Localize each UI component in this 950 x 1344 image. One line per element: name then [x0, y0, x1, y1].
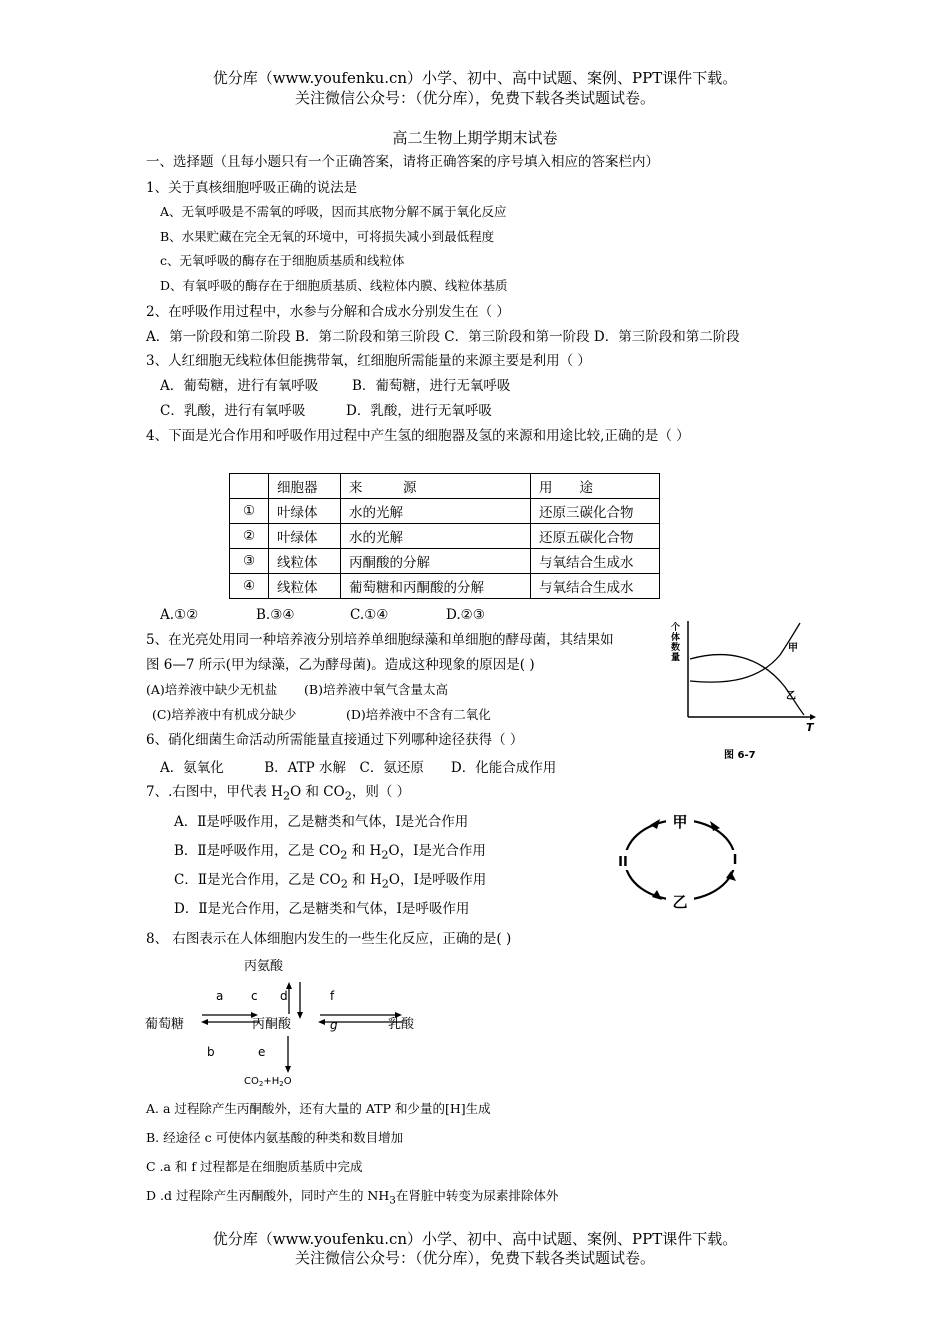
table-row	[230, 549, 660, 574]
organelle-table	[229, 473, 660, 599]
label-b: b	[207, 1045, 215, 1059]
subscript: 3	[389, 1194, 396, 1207]
page-title: 高二生物上期学期末试卷	[392, 129, 558, 147]
q5-line-2: 图 6—7 所示(甲为绿藻，乙为酵母菌)。造成这种现象的原因是( )	[146, 657, 535, 673]
subscript: 2	[279, 1080, 284, 1088]
q3-option-a: A．葡萄糖，进行有氧呼吸	[160, 378, 319, 394]
q7-option-c	[174, 870, 486, 895]
table-cell: 线粒体	[269, 549, 341, 574]
q5-option-a: (A)培养液中缺少无机盐	[146, 682, 278, 697]
y-label-char: 数	[671, 643, 681, 653]
arrow-head-icon	[710, 821, 720, 831]
table-row	[230, 499, 660, 524]
q8-option-text: D .d 过程除产生丙酮酸外，同时产生的 NH	[146, 1188, 390, 1203]
q8-option-text: 在肾脏中转变为尿素排除体外	[395, 1188, 559, 1203]
subscript: 2	[282, 789, 291, 803]
q1-option-c: c、无氧呼吸的酶存在于细胞质基质和线粒体	[160, 253, 405, 268]
table-cell: ③	[230, 549, 269, 574]
cycle-label-yi: 乙	[672, 893, 688, 911]
subscript: 2	[344, 789, 352, 803]
curve-jia	[690, 623, 800, 682]
table-row	[230, 524, 660, 549]
footer-line-1: 优分库（www.youfenku.cn）小学、初中、高中试题、案例、PPT课件下载。	[212, 1230, 738, 1248]
arrow-head-icon	[652, 890, 662, 900]
metabolism-diagram	[140, 952, 440, 1092]
q7-stem-text: ，则（ ）	[351, 784, 411, 800]
label-pyruvate: 丙酮酸	[252, 1017, 292, 1032]
q6-stem: 6、硝化细菌生命活动所需能量直接通过下列哪种途径获得（ ）	[146, 732, 524, 748]
q7-option-text: O，Ⅰ是呼吸作用	[388, 872, 487, 888]
cycle-label-jia: 甲	[672, 813, 688, 831]
cycle-ellipse	[625, 820, 735, 900]
header-line-1: 优分库（www.youfenku.cn）小学、初中、高中试题、案例、PPT课件下载。	[212, 69, 738, 87]
table-cell: 葡萄糖和丙酮酸的分解	[341, 574, 531, 599]
arrow-head-icon	[297, 1012, 303, 1019]
q8-option-a: A. a 过程除产生丙酮酸外，还有大量的 ATP 和少量的[H]生成	[146, 1101, 491, 1116]
arrow-head-icon	[286, 982, 292, 989]
table-cell: ①	[230, 499, 269, 524]
label-glucose: 葡萄糖	[145, 1017, 185, 1032]
q8-option-d	[146, 1187, 558, 1210]
q7-stem-text: 7、.右图中，甲代表 H	[146, 784, 283, 800]
q5-option-d: (D)培养液中不含有二氧化	[346, 707, 491, 722]
arrow-head-icon	[650, 819, 660, 829]
curve-yi	[690, 655, 804, 715]
label-lactate: 乳酸	[388, 1017, 415, 1032]
subscript: 2	[381, 877, 389, 891]
label-f: f	[330, 989, 335, 1003]
label-co2-h2o	[244, 1076, 292, 1088]
subscript: 2	[340, 877, 348, 891]
cycle-label-i: I	[732, 853, 738, 868]
label-c: c	[251, 989, 258, 1003]
q7-option-text: O，Ⅰ是光合作用	[388, 843, 486, 859]
table-cell: 叶绿体	[269, 499, 341, 524]
cycle-label-ii: II	[618, 855, 628, 870]
subscript: 2	[258, 1080, 264, 1088]
section-heading: 一、选择题（且每小题只有一个正确答案，请将正确答案的序号填入相应的答案栏内）	[146, 154, 659, 170]
y-label-char: 量	[671, 653, 681, 663]
arrow-head-icon	[318, 1019, 325, 1025]
q8-option-b: B. 经途径 c 可使体内氨基酸的种类和数目增加	[146, 1130, 404, 1145]
table-cell: 用 途	[531, 474, 660, 499]
table-cell	[230, 474, 269, 499]
q3-option-b: B．葡萄糖，进行无氧呼吸	[352, 378, 511, 394]
graph-caption: 图 6-7	[724, 750, 756, 761]
q7-stem	[146, 782, 410, 807]
label-e: e	[258, 1045, 266, 1059]
table-cell: 还原三碳化合物	[531, 499, 660, 524]
q7-option-text: 和 H	[347, 872, 382, 888]
h2o-text: O	[283, 1076, 292, 1087]
q4-stem: 4、下面是光合作用和呼吸作用过程中产生氢的细胞器及氢的来源和用途比较,正确的是（ ）	[146, 428, 690, 444]
subscript: 2	[381, 848, 389, 862]
q1-option-a: A、无氧呼吸是不需氧的呼吸，因而其底物分解不属于氧化反应	[160, 204, 507, 219]
header-line-2: 关注微信公众号：（优分库），免费下载各类试题试卷。	[294, 89, 655, 107]
y-label-char: 个	[671, 623, 681, 633]
table-cell: ④	[230, 574, 269, 599]
y-label-char: 体	[671, 633, 681, 643]
x-axis-label: T	[806, 721, 814, 734]
co2-text: CO	[244, 1076, 259, 1087]
table-cell: 还原五碳化合物	[531, 524, 660, 549]
table-cell: 丙酮酸的分解	[341, 549, 531, 574]
h2o-text: +H	[263, 1076, 280, 1087]
curve-label-jia: 甲	[788, 643, 798, 654]
q4-option-a: A.①②	[160, 607, 199, 623]
label-a: a	[216, 989, 224, 1003]
table-cell: 线粒体	[269, 574, 341, 599]
q3-option-c: C．乳酸，进行有氧呼吸	[160, 403, 306, 419]
q8-stem: 8、 右图表示在人体细胞内发生的一些生化反应，正确的是( )	[146, 931, 512, 947]
q5-option-c: (C)培养液中有机成分缺少	[152, 707, 297, 722]
table-cell: 叶绿体	[269, 524, 341, 549]
subscript: 2	[340, 848, 348, 862]
q2-stem: 2、在呼吸作用过程中，水参与分解和合成水分别发生在（ ）	[146, 304, 510, 320]
q2-options: A．第一阶段和第二阶段 B．第二阶段和第三阶段 C．第三阶段和第一阶段 D．第三阶段和第二阶段	[146, 329, 740, 345]
table-cell: 来 源	[341, 474, 531, 499]
q1-stem: 1、关于真核细胞呼吸正确的说法是	[146, 180, 358, 196]
q7-option-a: A．Ⅱ是呼吸作用，乙是糖类和气体，Ⅰ是光合作用	[174, 814, 469, 830]
q4-option-d: D.②③	[446, 607, 485, 623]
q7-option-text: 和 H	[347, 843, 382, 859]
q6-options: A．氨氧化 B．ATP 水解 C．氨还原 D．化能合成作用	[160, 760, 557, 776]
q1-option-b: B、水果贮藏在完全无氧的环境中，可将损失减小到最低程度	[160, 229, 495, 244]
table-cell: 细胞器	[269, 474, 341, 499]
arrow-head-icon	[285, 1066, 291, 1073]
q3-option-d: D．乳酸，进行无氧呼吸	[346, 403, 492, 419]
x-arrow-icon	[810, 714, 816, 720]
arrow-head-icon	[201, 1019, 208, 1025]
growth-graph	[670, 615, 820, 765]
label-d: d	[280, 989, 288, 1003]
label-alanine: 丙氨酸	[244, 959, 284, 974]
label-g: g	[330, 1018, 338, 1032]
q5-line-1: 5、在光亮处用同一种培养液分别培养单细胞绿藻和单细胞的酵母菌，其结果如	[146, 632, 614, 648]
table-cell: 水的光解	[341, 524, 531, 549]
curve-label-yi: 乙	[786, 691, 796, 702]
q7-option-d: D．Ⅱ是光合作用，乙是糖类和气体，Ⅰ是呼吸作用	[174, 901, 470, 917]
table-cell: 与氧结合生成水	[531, 549, 660, 574]
footer-line-2: 关注微信公众号：（优分库），免费下载各类试题试卷。	[294, 1249, 655, 1267]
q7-stem-text: O 和 CO	[290, 784, 345, 800]
q7-option-text: B．Ⅱ是呼吸作用，乙是 CO	[174, 843, 341, 859]
q1-option-d: D、有氧呼吸的酶存在于细胞质基质、线粒体内膜、线粒体基质	[160, 278, 508, 293]
q7-option-text: C．Ⅱ是光合作用，乙是 CO	[174, 872, 341, 888]
q7-option-b	[174, 841, 486, 866]
table-row	[230, 574, 660, 599]
q3-stem: 3、人红细胞无线粒体但能携带氧，红细胞所需能量的来源主要是利用（ ）	[146, 353, 591, 369]
cycle-diagram	[610, 808, 750, 912]
table-cell: 与氧结合生成水	[531, 574, 660, 599]
table-header-row	[230, 474, 660, 499]
q8-option-c: C .a 和 f 过程都是在细胞质基质中完成	[146, 1159, 363, 1174]
q4-option-b: B.③④	[256, 607, 295, 623]
q5-option-b: (B)培养液中氧气含量太高	[304, 682, 448, 697]
q4-option-c: C.①④	[350, 607, 389, 623]
table-cell: ②	[230, 524, 269, 549]
table-cell: 水的光解	[341, 499, 531, 524]
